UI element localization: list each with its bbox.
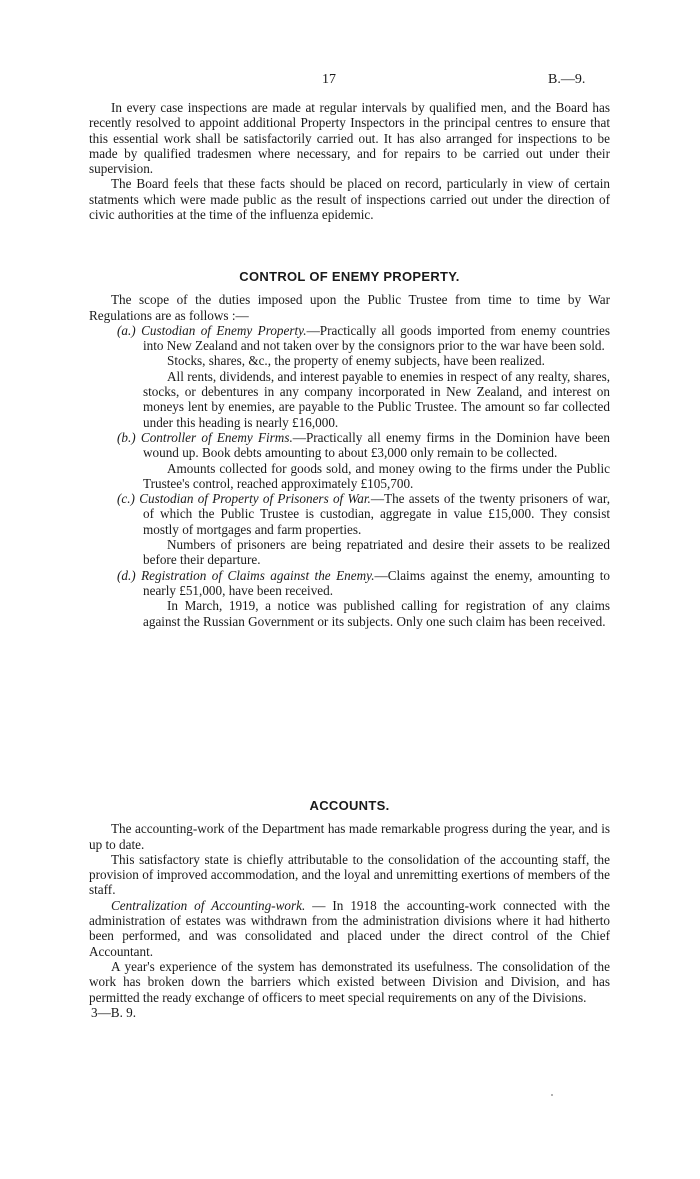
item-text: —Practically all enemy firms in the Dominion have been wound up. Book debts amounting to about £3,000 only remain to be collected. (143, 429, 611, 461)
list-item-a (117, 323, 610, 354)
enemy-property-section (89, 269, 610, 629)
accounts-heading: ACCOUNTS. (309, 798, 390, 813)
item-text: —The assets of the twenty prisoners of war, of which the Public Trustee is custodian, aggregate in value £15,000. They consist mostly of mortgages and farm properties. (143, 491, 611, 537)
intro-section (89, 100, 610, 222)
item-marker: (d.) (117, 567, 136, 583)
list-item-c-sub-1: Numbers of prisoners are being repatriated and desire their assets to be realized before their departure. (143, 537, 610, 568)
list-item-d-sub-1: In March, 1919, a notice was published calling for registration of any claims against the Russian Government or its subjects. Only one such claim has been received. (143, 598, 610, 629)
list-item-d (117, 568, 610, 599)
list-item-a-sub-1: Stocks, shares, &c., the property of enemy subjects, have been realized. (167, 353, 545, 369)
list-item-b-sub-1: Amounts collected for goods sold, and money owing to the firms under the Public Trustee's control, reached approximately £105,700. (143, 460, 610, 491)
enemy-property-heading: CONTROL OF ENEMY PROPERTY. (239, 269, 460, 284)
list-item-c (117, 491, 610, 537)
accounts-paragraph-4: A year's experience of the system has demonstrated its usefulness. The consolidation of the work has broken down the barriers which existed between Division and Division, and has permitted the ready exchange of officers to meet special requirements on any of the Divisions. (89, 958, 610, 1005)
item-marker: (b.) (117, 429, 136, 445)
speck (551, 1094, 553, 1096)
item-marker: (c.) (117, 491, 135, 507)
item-marker: (a.) (117, 322, 136, 338)
intro-paragraph-2: The Board feels that these facts should be placed on record, particularly in view of certain statments which were made public as the result of inspections carried out under the direction of civic authorities at the time of the influenza epidemic. (89, 176, 610, 223)
accounts-paragraph-3 (89, 898, 610, 959)
intro-paragraph-1: In every case inspections are made at regular intervals by qualified men, and the Board has recently resolved to appoint additional Property Inspectors in the principal centres to ensure that this essential work shall be satisfactorily carried out. It has also arranged for inspections to be made by qualified tradesmen where necessary, and for repairs to be carried out under their supervision. (89, 100, 610, 177)
item-title: Custodian of Enemy Property. (141, 322, 307, 338)
item-title: Registration of Claims against the Enemy. (141, 567, 375, 583)
item-title: Custodian of Property of Prisoners of War. (139, 491, 371, 507)
page-number: 17 (322, 72, 336, 87)
enemy-property-intro: The scope of the duties imposed upon the Public Trustee from time to time by War Regulations are as follows :— (89, 292, 610, 323)
list-item-b (117, 430, 610, 461)
accounts-section (89, 798, 610, 1020)
accounts-paragraph-2: This satisfactory state is chiefly attributable to the consolidation of the accounting staff, the provision of improved accommodation, and the loyal and unremitting exertions of members of the staff. (89, 851, 610, 898)
item-text: —Practically all goods imported from enemy countries into New Zealand and not taken over by the consignors prior to the war have been sold. (143, 322, 610, 354)
paragraph-title: Centralization of Accounting-work. (111, 897, 306, 913)
item-title: Controller of Enemy Firms. (140, 429, 293, 445)
page-header (0, 72, 700, 88)
paragraph-text: — In 1918 the accounting-work connected with the administration of estates was withdrawn from the administration divisions where it had hitherto been performed, and was consolidated and placed under the direct control of the Chief Accountant. (89, 897, 610, 959)
item-text: —Claims against the enemy, amounting to nearly £51,000, have been received. (143, 567, 611, 598)
list-item-a-sub-2: All rents, dividends, and interest payable to enemies in respect of any realty, shares, stocks, or debentures in any company incorporated in New Zealand, and interest on moneys lent by enemies, are payable to the Public Trustee. The amount so far collected under this heading is nearly £16,000. (143, 368, 610, 430)
document-reference: B.—9. (548, 72, 586, 87)
signature-mark: 3—B. 9. (91, 1004, 137, 1020)
accounts-paragraph-1: The accounting-work of the Department has made remarkable progress during the year, and is up to date. (89, 821, 610, 852)
